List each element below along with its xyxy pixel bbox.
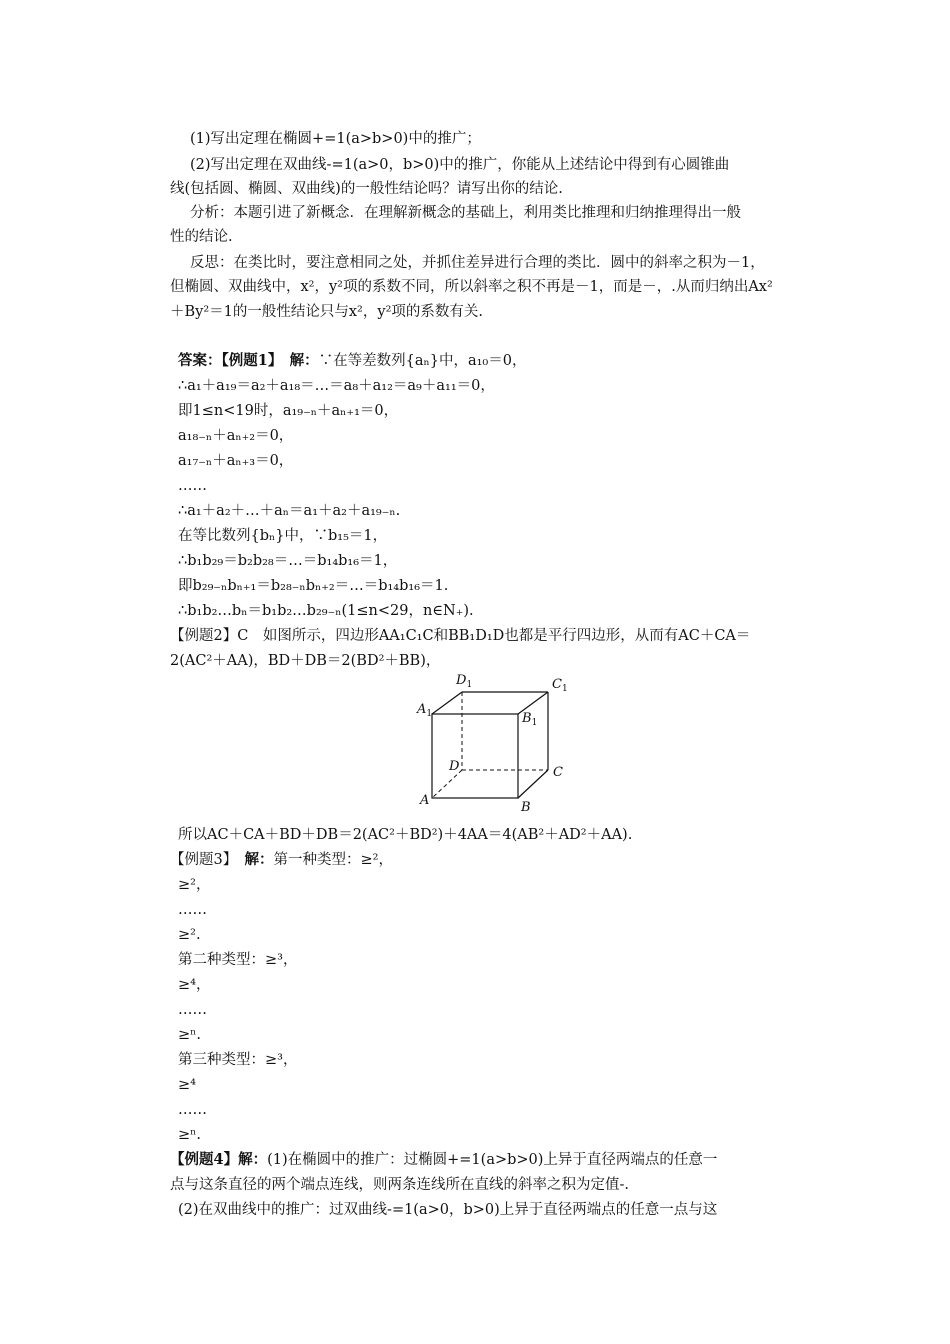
ex2-line: 2(AC²＋AA)，BD＋DB＝2(BD²＋BB)， xyxy=(170,653,441,669)
ex1-line: 在等比数列{bₙ}中，∵b₁₅＝1， xyxy=(178,528,388,544)
problem-line: (2)写出定理在双曲线-=1(a>0，b>0)中的推广，你能从上述结论中得到有心圆锥曲 xyxy=(190,157,730,173)
ex3-text: 第一种类型：≥²， xyxy=(273,852,393,868)
ex1-line: 即b₂₉₋ₙbₙ₊₁＝b₂₈₋ₙbₙ₊₂＝…＝b₁₄b₁₆＝1. xyxy=(178,578,449,594)
ex1-line: ∴b₁b₂…bₙ＝b₁b₂…b₂₉₋ₙ(1≤n<29，n∈N₊). xyxy=(178,603,474,619)
ex3-line: …… xyxy=(178,1002,207,1018)
ex4-line: 点与这条直径的两个端点连线，则两条连线所在直线的斜率之积为定值-. xyxy=(170,1177,630,1193)
ex3-line: ≥²， xyxy=(178,877,211,893)
ex2-text: C 如图所示，四边形AA₁C₁C和BB₁D₁D也都是平行四边形，从而有AC＋CA＝ xyxy=(237,628,751,644)
example3-label: 【例题3】 xyxy=(170,852,230,868)
ex3-line: ≥ⁿ. xyxy=(178,1027,202,1043)
label-A: A xyxy=(420,793,430,808)
analysis-line: 性的结论. xyxy=(170,229,233,245)
ex3-line xyxy=(170,851,393,869)
ex3-line: …… xyxy=(178,902,207,918)
solve-label: 解： xyxy=(289,352,319,369)
solve-label: 解： xyxy=(244,851,274,868)
ex1-line: ∴a₁＋a₁₉＝a₂＋a₁₈＝…＝a₈＋a₁₂＝a₉＋a₁₁＝0， xyxy=(178,378,495,394)
ex2-line xyxy=(170,627,750,645)
ex4-line: (2)在双曲线中的推广：过双曲线-=1(a>0，b>0)上异于直径两端点的任意一点与这 xyxy=(178,1202,718,1218)
ex1-line: …… xyxy=(178,478,207,494)
answer-label: 答案： xyxy=(178,352,222,369)
ex4-text: (1)在椭圆中的推广：过椭圆+=1(a>b>0)上异于直径两端点的任意一 xyxy=(267,1152,718,1168)
ex3-line: 第三种类型：≥³， xyxy=(178,1052,298,1068)
ex3-line: 第二种类型：≥³， xyxy=(178,952,298,968)
problem-line: (1)写出定理在椭圆+=1(a>b>0)中的推广； xyxy=(190,131,481,147)
label-D: D xyxy=(449,759,460,774)
ex2-conclusion: 所以AC＋CA＋BD＋DB＝2(AC²＋BD²)＋4AA＝4(AB²＋AD²＋AA). xyxy=(178,827,633,843)
label-B1: $B_1$ xyxy=(522,711,538,728)
example4-label: 【例题4】 xyxy=(170,1151,239,1168)
solve-label: 解： xyxy=(238,1151,268,1168)
problem-line: 线(包括圆、椭圆、双曲线)的一般性结论吗？请写出你的结论. xyxy=(170,181,563,197)
ex4-line xyxy=(170,1151,717,1169)
ex3-line: …… xyxy=(178,1102,207,1118)
reflection-line: 反思：在类比时，要注意相同之处，并抓住差异进行合理的类比．圆中的斜率之积为－1， xyxy=(190,255,765,271)
edge-AD xyxy=(432,770,462,798)
label-A1: $A_1$ xyxy=(417,702,433,719)
ex3-line: ≥². xyxy=(178,927,201,943)
ex1-line: a₁₇₋ₙ＋aₙ₊₃＝0， xyxy=(178,453,294,469)
analysis-line: 分析：本题引进了新概念．在理解新概念的基础上，利用类比推理和归纳推理得出一般 xyxy=(190,205,741,221)
label-C: C xyxy=(553,765,563,780)
answer-header xyxy=(178,352,526,370)
reflection-line: ＋By²＝1的一般性结论只与x²，y²项的系数有关. xyxy=(170,304,483,320)
example2-label: 【例题2】 xyxy=(170,628,238,644)
edge-A1D1 xyxy=(432,692,462,714)
label-C1: $C_1$ xyxy=(552,677,568,694)
ex3-line: ≥ⁿ. xyxy=(178,1127,202,1143)
ex1-line: 即1≤n<19时，a₁₉₋ₙ＋aₙ₊₁＝0， xyxy=(178,403,399,419)
example1-label: 【例题1】 xyxy=(221,352,276,369)
label-D1: $D_1$ xyxy=(456,673,473,690)
ex3-line: ≥⁴， xyxy=(178,977,211,993)
ex3-line: ≥⁴ xyxy=(178,1077,196,1093)
edge-BC xyxy=(518,770,548,798)
cube-diagram xyxy=(415,670,575,815)
cube-figure xyxy=(415,670,575,815)
reflection-line: 但椭圆、双曲线中，x²，y²项的系数不同，所以斜率之积不再是－1，而是－，.从而归纳出Ax² xyxy=(170,279,773,295)
label-B: B xyxy=(521,800,531,815)
ex1-line: a₁₈₋ₙ＋aₙ₊₂＝0， xyxy=(178,428,294,444)
ex1-line: ∴b₁b₂₉＝b₂b₂₈＝…＝b₁₄b₁₆＝1， xyxy=(178,553,398,569)
ex1-line: ∴a₁＋a₂＋…＋aₙ＝a₁＋a₂＋a₁₉₋ₙ. xyxy=(178,503,401,519)
ex1-line: ∵在等差数列{aₙ}中，a₁₀＝0， xyxy=(318,353,527,369)
